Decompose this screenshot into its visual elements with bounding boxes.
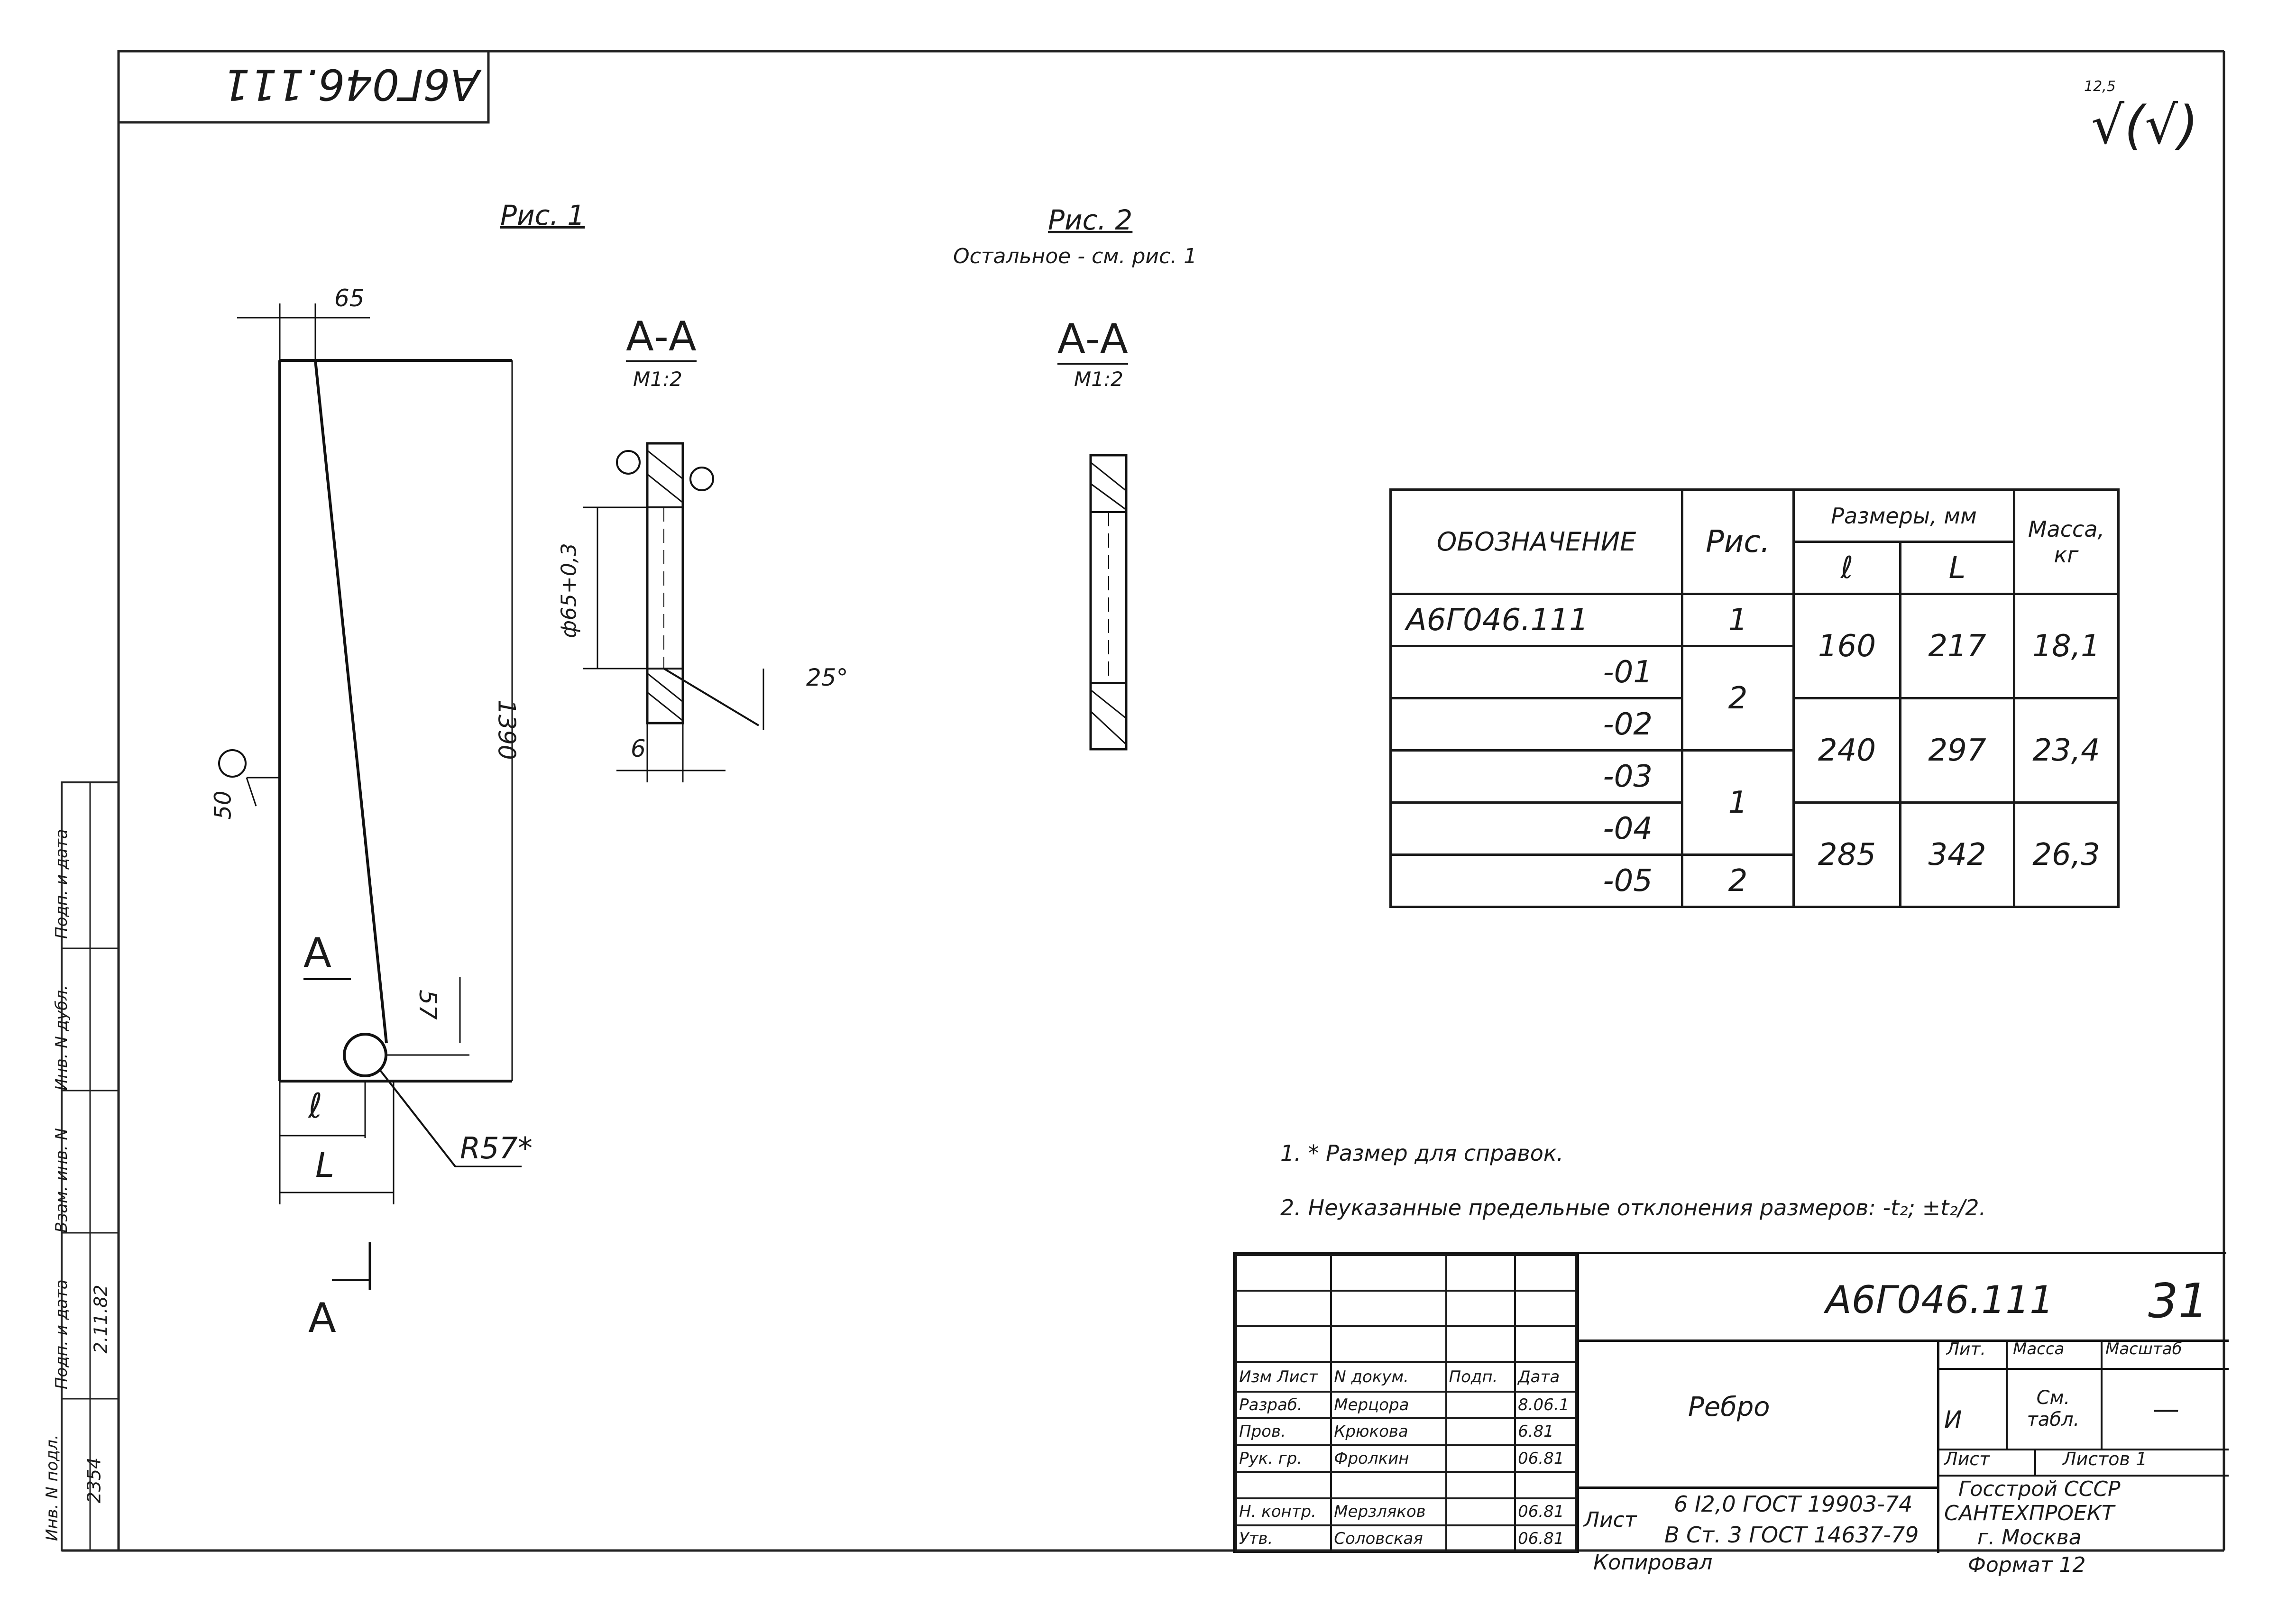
header-fig: Рис. xyxy=(1682,490,1794,594)
doc-number-cell xyxy=(1577,1254,2229,1342)
sheets-cell xyxy=(2034,1449,2229,1477)
row-mass: 23,4 xyxy=(2014,698,2119,803)
section1-thickness: 6 xyxy=(631,735,646,762)
fig1-dim-height: 1390 xyxy=(493,699,521,760)
section1-drawing xyxy=(583,443,763,782)
section1-dia: ф65+0,3 xyxy=(557,543,581,638)
row-mass: 18,1 xyxy=(2014,594,2119,698)
title-block xyxy=(1233,1252,2226,1553)
meta-cells xyxy=(1937,1340,2229,1553)
copied-label: Копировал xyxy=(1593,1551,1713,1575)
org-line1: Госстрой СССР xyxy=(1958,1477,2121,1501)
section-mark-bottom: А xyxy=(308,1294,336,1342)
lit-value: И xyxy=(1944,1406,1962,1433)
sheet-cell xyxy=(1939,1449,2036,1477)
person-row xyxy=(1236,1498,1576,1525)
fig1-dim-L: L xyxy=(315,1145,335,1185)
fig2-note: Остальное - см. рис. 1 xyxy=(953,244,1197,268)
section1-scale: М1:2 xyxy=(633,367,682,391)
row-L: 217 xyxy=(1901,594,2014,698)
scale-value: — xyxy=(2153,1394,2179,1425)
row-l: 285 xyxy=(1794,803,1901,907)
scale-label: Масштаб xyxy=(2105,1340,2182,1358)
sheets-label: Листов 1 xyxy=(2063,1449,2148,1469)
person-role: Разраб. xyxy=(1236,1392,1331,1418)
side-label-3: Взам. инв. N xyxy=(52,1128,71,1233)
revision-grid xyxy=(1235,1254,1577,1553)
person-date: 8.06.1 xyxy=(1515,1392,1576,1418)
row-fig: 2 xyxy=(1682,855,1794,907)
row-fig: 1 xyxy=(1682,594,1794,646)
fig1-caption: Рис. 1 xyxy=(500,199,585,231)
person-role: Н. контр. xyxy=(1236,1498,1331,1525)
roughness-symbol: √(√) xyxy=(2091,95,2199,156)
section2-title: А-А xyxy=(1057,315,1128,365)
section1-title: А-А xyxy=(626,313,697,362)
side-label-4: Инв. N дубл. xyxy=(52,985,71,1091)
hdr-date: Дата xyxy=(1515,1362,1576,1392)
fig1-dim-top: 65 xyxy=(334,284,365,312)
roughness-value: 12,5 xyxy=(2084,78,2116,95)
doc-number: А6Г046.111 xyxy=(1826,1278,2054,1322)
person-name: Крюкова xyxy=(1331,1418,1446,1445)
person-role: Утв. xyxy=(1236,1525,1331,1552)
note-2: 2. Неуказанные предельные отклонения размеров: -t₂; ±t₂/2. xyxy=(1280,1195,1986,1220)
person-date: 06.81 xyxy=(1515,1498,1576,1525)
person-date: 6.81 xyxy=(1515,1418,1576,1445)
page-number: 31 xyxy=(2148,1273,2209,1329)
row-mass: 26,3 xyxy=(2014,803,2119,907)
row-designation: -02 xyxy=(1391,698,1682,751)
section-mark-top: А xyxy=(303,929,331,977)
table-row xyxy=(1391,594,2119,646)
fig1-dim-l: ℓ xyxy=(308,1086,322,1126)
lit-value-cell xyxy=(1939,1368,2008,1450)
fig1-weld: 50 xyxy=(210,790,237,820)
person-name: Соловская xyxy=(1331,1525,1446,1552)
material-cell xyxy=(1577,1486,1939,1553)
row-L: 342 xyxy=(1901,803,2014,907)
person-name: Мерцора xyxy=(1331,1392,1446,1418)
org-line3: г. Москва xyxy=(1977,1525,2082,1550)
fig1-dim-57: 57 xyxy=(413,990,441,1020)
side-label-1: Инв. N подл. xyxy=(43,1434,62,1541)
header-row xyxy=(1236,1362,1576,1392)
hdr-sign: Подп. xyxy=(1446,1362,1515,1392)
person-row xyxy=(1236,1525,1576,1552)
side-label-2: Подп. и дата xyxy=(52,1279,71,1389)
row-designation: -04 xyxy=(1391,803,1682,855)
top-stamp: А6Г046.111 xyxy=(223,59,480,109)
org-line2: САНТЕХПРОЕКТ xyxy=(1944,1501,2114,1525)
fig1-dim-radius: R57* xyxy=(460,1131,533,1165)
person-name: Фролкин xyxy=(1331,1445,1446,1472)
person-date: 06.81 xyxy=(1515,1525,1576,1552)
section2-scale: М1:2 xyxy=(1074,367,1123,391)
row-designation: -03 xyxy=(1391,751,1682,803)
person-row xyxy=(1236,1445,1576,1472)
header-l: ℓ xyxy=(1794,542,1901,594)
hdr-change: Изм Лист xyxy=(1236,1362,1331,1392)
row-l: 240 xyxy=(1794,698,1901,803)
section2-drawing xyxy=(1091,455,1126,749)
row-L: 297 xyxy=(1901,698,2014,803)
person-name: Мерзляков xyxy=(1331,1498,1446,1525)
header-mass: Масса, кг xyxy=(2014,490,2119,594)
hdr-docnum: N докум. xyxy=(1331,1362,1446,1392)
header-designation: ОБОЗНАЧЕНИЕ xyxy=(1391,490,1682,594)
person-role: Рук. гр. xyxy=(1236,1445,1331,1472)
person-row xyxy=(1236,1418,1576,1445)
side-value-2: 2.11.82 xyxy=(90,1285,111,1354)
row-designation: А6Г046.111 xyxy=(1391,594,1682,646)
person-role: Пров. xyxy=(1236,1418,1331,1445)
lit-header xyxy=(1939,1340,2008,1370)
note-1: 1. * Размер для справок. xyxy=(1280,1140,1564,1166)
part-name-cell xyxy=(1577,1340,1939,1489)
section1-angle: 25° xyxy=(806,664,848,691)
scale-header xyxy=(2101,1340,2229,1370)
sheet-label: Лист xyxy=(1944,1449,1990,1469)
material-line2: В Ст. 3 ГОСТ 14637-79 xyxy=(1664,1522,1919,1548)
lit-label: Лит. xyxy=(1947,1340,1986,1359)
row-fig: 2 xyxy=(1682,646,1794,751)
person-row xyxy=(1236,1392,1576,1418)
row-designation: -05 xyxy=(1391,855,1682,907)
mass-label: Масса xyxy=(2013,1340,2065,1358)
mass-value-cell xyxy=(2006,1368,2103,1450)
row-l: 160 xyxy=(1794,594,1901,698)
part-name: Ребро xyxy=(1688,1392,1770,1422)
header-dims: Размеры, мм xyxy=(1794,490,2014,542)
mass-header xyxy=(2006,1340,2103,1370)
material-prefix: Лист xyxy=(1584,1508,1637,1532)
mass-value: См. табл. xyxy=(2027,1387,2080,1431)
side-label-5: Подп. и дата xyxy=(52,829,71,939)
person-date: 06.81 xyxy=(1515,1445,1576,1472)
fig2-caption: Рис. 2 xyxy=(1048,204,1133,236)
header-L: L xyxy=(1901,542,2014,594)
scale-value-cell xyxy=(2101,1368,2229,1450)
spec-table xyxy=(1389,488,2120,908)
row-fig: 1 xyxy=(1682,751,1794,855)
row-designation: -01 xyxy=(1391,646,1682,698)
material-line1: 6 I2,0 ГОСТ 19903-74 xyxy=(1674,1491,1913,1517)
side-value-1: 2354 xyxy=(83,1457,105,1504)
format-label: Формат 12 xyxy=(1968,1553,2086,1577)
org-cell xyxy=(1939,1477,2229,1553)
